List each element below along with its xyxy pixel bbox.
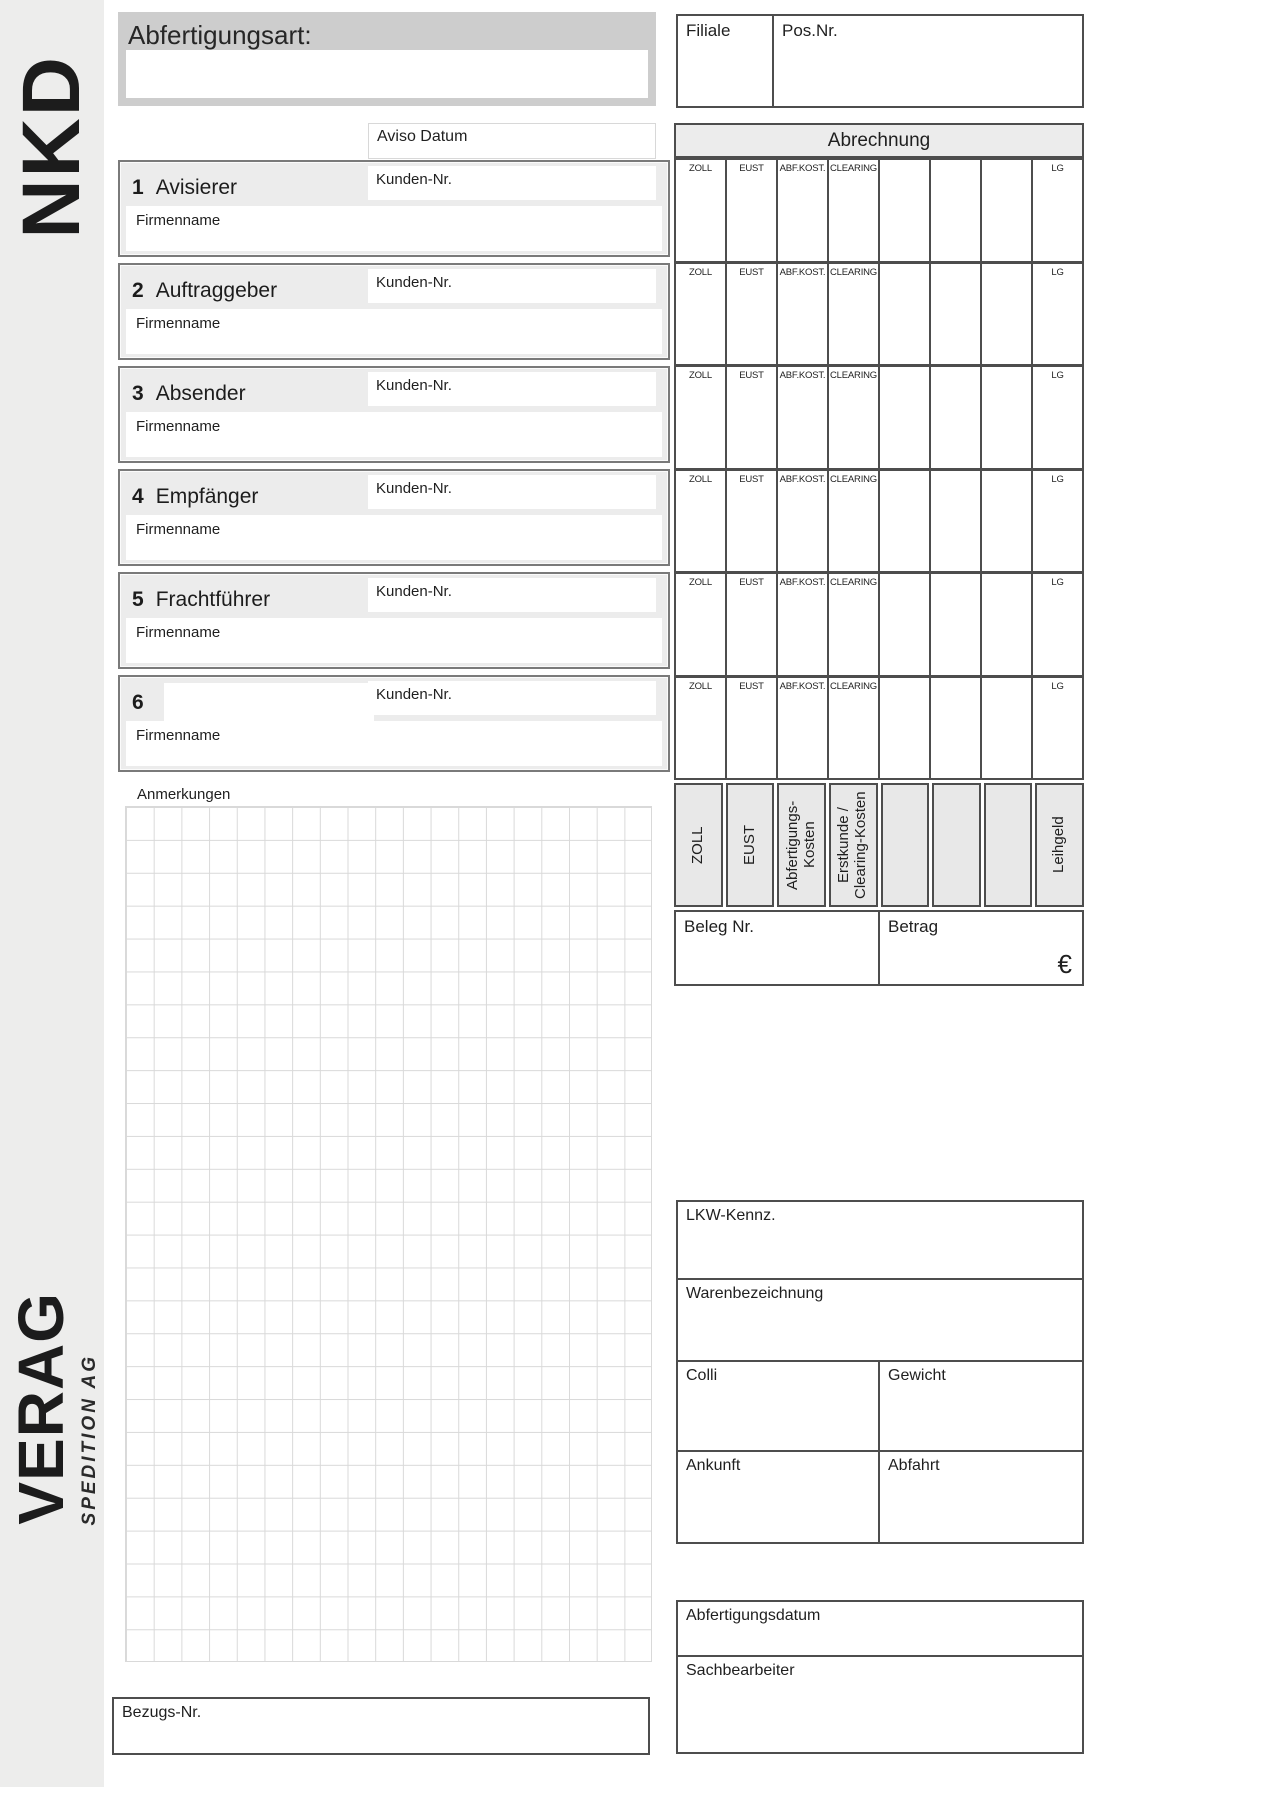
abrechnung-cell[interactable] xyxy=(1033,574,1082,675)
abrechnung-title: Abrechnung xyxy=(674,123,1084,158)
anmerkungen-label: Anmerkungen xyxy=(137,786,231,803)
abrechnung-footer xyxy=(674,783,1084,907)
abrechnung-cell-label xyxy=(880,160,929,163)
abrechnung-cell-label xyxy=(931,264,980,267)
abrechnung-footer-label: Leihgeld xyxy=(1050,816,1068,874)
abrechnung-cell[interactable] xyxy=(778,678,827,779)
abrechnung-cell[interactable] xyxy=(1033,678,1082,779)
abrechnung-footer-column xyxy=(1035,783,1084,907)
nkd-logo xyxy=(0,22,104,272)
section-header xyxy=(132,588,270,612)
section-number: 3 xyxy=(132,382,144,405)
colli-label: Colli xyxy=(686,1367,718,1384)
abrechnung-rows xyxy=(674,158,1084,780)
filiale-label: Filiale xyxy=(686,21,731,40)
abrechnung-cell[interactable] xyxy=(880,160,929,261)
section-absender xyxy=(118,366,670,463)
abrechnung-cell-label: ZOLL xyxy=(689,163,712,174)
beleg-nr-label: Beleg Nr. xyxy=(684,917,754,936)
abrechnung-cell-label: CLEARING xyxy=(830,473,877,485)
filiale-field[interactable] xyxy=(678,16,772,106)
shipment-box xyxy=(676,1200,1084,1544)
abrechnung-cell[interactable] xyxy=(931,678,980,779)
abfertigungsart-label: Abfertigungsart: xyxy=(128,20,312,50)
abrechnung-row xyxy=(676,471,1082,572)
abrechnung-cell-label xyxy=(931,160,980,163)
euro-symbol: € xyxy=(1057,949,1072,979)
firmenname-label: Firmenname xyxy=(136,315,221,332)
lkw-kennz-label: LKW-Kennz. xyxy=(686,1207,776,1224)
abrechnung-cell-label: LG xyxy=(1051,163,1064,174)
sachbearbeiter-label: Sachbearbeiter xyxy=(686,1662,795,1679)
section-number: 1 xyxy=(132,176,144,199)
abrechnung-cell-label xyxy=(931,678,980,681)
abrechnung-cell[interactable] xyxy=(676,160,725,261)
abrechnung-row xyxy=(676,264,1082,365)
kunden-nr-label: Kunden-Nr. xyxy=(376,171,452,188)
kunden-nr-field[interactable] xyxy=(368,475,656,509)
abrechnung-row xyxy=(676,678,1082,779)
abrechnung-cell[interactable] xyxy=(727,471,776,572)
abrechnung-cell-label xyxy=(880,367,929,370)
abfertigungsart-input[interactable] xyxy=(126,50,648,98)
abrechnung-cell[interactable] xyxy=(880,471,929,572)
abrechnung-cell-label xyxy=(931,471,980,474)
kunden-nr-label: Kunden-Nr. xyxy=(376,686,452,703)
section-title: Absender xyxy=(155,382,246,405)
kunden-nr-label: Kunden-Nr. xyxy=(376,480,452,497)
abrechnung-cell[interactable] xyxy=(982,160,1031,261)
abrechnung-cell[interactable] xyxy=(982,574,1031,675)
sachbearbeiter-field[interactable] xyxy=(678,1657,1082,1752)
firmenname-field[interactable] xyxy=(126,309,662,354)
section-avisierer xyxy=(118,160,670,257)
abrechnung-cell[interactable] xyxy=(778,574,827,675)
abrechnung-cell[interactable] xyxy=(1033,264,1082,365)
filiale-posnr-box xyxy=(676,14,1084,108)
abrechnung-cell[interactable] xyxy=(982,367,1031,468)
kunden-nr-label: Kunden-Nr. xyxy=(376,377,452,394)
abrechnung-footer-column xyxy=(984,783,1033,907)
abrechnung-cell[interactable] xyxy=(676,264,725,365)
kunden-nr-field[interactable] xyxy=(368,578,656,612)
abrechnung-row xyxy=(676,160,1082,261)
firmenname-label: Firmenname xyxy=(136,624,221,641)
betrag-field[interactable] xyxy=(880,912,1082,984)
abrechnung-cell-label: ABF.KOST. xyxy=(779,577,826,588)
warenbezeichnung-field[interactable] xyxy=(678,1280,1082,1360)
verag-logo-text: VERAG xyxy=(4,1292,77,1525)
abrechnung-cell-label: ZOLL xyxy=(689,473,712,485)
bezugs-nr-label: Bezugs-Nr. xyxy=(122,1704,202,1721)
abrechnung-footer-label: Erstkunde / Clearing-Kosten xyxy=(835,791,870,899)
firmenname-label: Firmenname xyxy=(136,418,221,435)
nkd-logo-text: NKD xyxy=(6,55,97,239)
abrechnung-cell[interactable] xyxy=(931,264,980,365)
section-number: 6 xyxy=(132,691,144,714)
anmerkungen-grid[interactable] xyxy=(125,806,652,1662)
abrechnung-footer-column xyxy=(777,783,826,907)
abrechnung-cell[interactable] xyxy=(982,678,1031,779)
abrechnung-row xyxy=(676,367,1082,468)
section-number: 2 xyxy=(132,279,144,302)
abrechnung-cell[interactable] xyxy=(829,678,878,779)
abfahrt-field[interactable] xyxy=(880,1452,1082,1542)
abrechnung-cell[interactable] xyxy=(931,160,980,261)
abrechnung-cell-label: EUST xyxy=(739,163,764,174)
abrechnung-footer-column xyxy=(932,783,981,907)
abrechnung-cell[interactable] xyxy=(982,264,1031,365)
firmenname-label: Firmenname xyxy=(136,727,221,744)
aviso-datum-field[interactable] xyxy=(368,123,656,159)
abrechnung-cell[interactable] xyxy=(727,678,776,779)
ankunft-abfahrt-row xyxy=(678,1452,1082,1542)
kunden-nr-label: Kunden-Nr. xyxy=(376,274,452,291)
abrechnung-cell[interactable] xyxy=(727,574,776,675)
abrechnung-cell-label: CLEARING xyxy=(830,577,877,588)
firmenname-field[interactable] xyxy=(126,515,662,560)
abrechnung-cell-label xyxy=(880,264,929,267)
section-number: 5 xyxy=(132,588,144,611)
warenbezeichnung-label: Warenbezeichnung xyxy=(686,1285,824,1302)
processing-box xyxy=(676,1600,1084,1754)
ankunft-label: Ankunft xyxy=(686,1457,741,1474)
abrechnung-cell-label: CLEARING xyxy=(830,163,877,174)
abrechnung-cell[interactable] xyxy=(1033,367,1082,468)
abfertigungsdatum-field[interactable] xyxy=(678,1602,1082,1655)
abrechnung-cell-label: ZOLL xyxy=(689,680,712,692)
abrechnung-cell[interactable] xyxy=(727,264,776,365)
abrechnung-cell-label: LG xyxy=(1051,370,1064,381)
ankunft-field[interactable] xyxy=(678,1452,878,1542)
section-six xyxy=(118,675,670,772)
gewicht-label: Gewicht xyxy=(888,1367,946,1384)
abrechnung-cell-label xyxy=(931,367,980,370)
abrechnung-cell-label: ZOLL xyxy=(689,577,712,588)
firmenname-label: Firmenname xyxy=(136,521,221,538)
betrag-label: Betrag xyxy=(888,917,939,936)
kunden-nr-field[interactable] xyxy=(368,166,656,200)
abrechnung-cell-label xyxy=(982,471,1031,474)
abrechnung-footer-label: ZOLL xyxy=(688,826,706,864)
abrechnung-cell[interactable] xyxy=(676,367,725,468)
section-number: 4 xyxy=(132,485,144,508)
colli-field[interactable] xyxy=(678,1362,878,1450)
abrechnung-cell-label: ABF.KOST. xyxy=(779,266,826,278)
firmenname-field[interactable] xyxy=(126,721,662,766)
abrechnung-cell[interactable] xyxy=(931,471,980,572)
abrechnung-cell-label xyxy=(931,574,980,577)
firmenname-field[interactable] xyxy=(126,618,662,663)
section-empfaenger xyxy=(118,469,670,566)
abrechnung-cell[interactable] xyxy=(982,471,1031,572)
verag-logo-subtext: SPEDITION AG xyxy=(78,1353,100,1525)
abrechnung-cell-label: ABF.KOST. xyxy=(779,680,826,692)
posnr-field[interactable] xyxy=(774,16,1082,106)
abrechnung-cell[interactable] xyxy=(676,678,725,779)
abrechnung-cell[interactable] xyxy=(778,264,827,365)
abrechnung-cell-label xyxy=(880,678,929,681)
abrechnung-cell-label: EUST xyxy=(739,577,764,588)
abrechnung-cell-label: CLEARING xyxy=(830,370,877,381)
abrechnung-footer-column xyxy=(726,783,775,907)
abrechnung-cell-label: ABF.KOST. xyxy=(779,473,826,485)
abrechnung-cell-label xyxy=(982,574,1031,577)
abrechnung-cell[interactable] xyxy=(931,367,980,468)
abrechnung-cell[interactable] xyxy=(727,367,776,468)
abrechnung-cell[interactable] xyxy=(880,678,929,779)
verag-logo xyxy=(0,1200,104,1525)
abrechnung-cell-label xyxy=(982,160,1031,163)
abrechnung-cell-label: ABF.KOST. xyxy=(779,163,826,174)
abrechnung-cell-label: CLEARING xyxy=(830,266,877,278)
abrechnung-cell[interactable] xyxy=(778,160,827,261)
section-header xyxy=(132,279,277,303)
abrechnung-cell-label: EUST xyxy=(739,473,764,485)
abrechnung-cell-label xyxy=(880,574,929,577)
abrechnung-cell-label: LG xyxy=(1051,266,1064,278)
abrechnung-footer-label: EUST xyxy=(740,825,758,866)
section-header xyxy=(132,691,144,715)
beleg-betrag-box xyxy=(674,910,1084,986)
abrechnung-cell-label: ZOLL xyxy=(689,266,712,278)
abrechnung-cell-label: EUST xyxy=(739,266,764,278)
abrechnung-cell[interactable] xyxy=(727,160,776,261)
abrechnung-cell[interactable] xyxy=(931,574,980,675)
abrechnung-cell[interactable] xyxy=(778,471,827,572)
gewicht-field[interactable] xyxy=(880,1362,1082,1450)
kunden-nr-field[interactable] xyxy=(368,269,656,303)
section-header xyxy=(132,485,258,509)
abrechnung-cell-label xyxy=(982,367,1031,370)
abrechnung-cell-label: EUST xyxy=(739,370,764,381)
abrechnung-cell-label: LG xyxy=(1051,680,1064,692)
kunden-nr-field[interactable] xyxy=(368,372,656,406)
section-header xyxy=(132,176,237,200)
abrechnung-cell-label xyxy=(982,678,1031,681)
section-frachtfuehrer xyxy=(118,572,670,669)
abrechnung-cell[interactable] xyxy=(676,471,725,572)
abfertigungsart-block xyxy=(118,12,656,106)
beleg-nr-field[interactable] xyxy=(676,912,878,984)
abrechnung-footer-column xyxy=(881,783,930,907)
abrechnung-cell[interactable] xyxy=(829,471,878,572)
lkw-kennz-field[interactable] xyxy=(678,1202,1082,1278)
abrechnung-cell[interactable] xyxy=(676,574,725,675)
abrechnung-cell-label: LG xyxy=(1051,577,1064,588)
section-title: Avisierer xyxy=(155,176,237,199)
abrechnung-cell[interactable] xyxy=(1033,160,1082,261)
bezugs-nr-field[interactable] xyxy=(112,1697,650,1755)
abrechnung-cell-label: ABF.KOST. xyxy=(779,370,826,381)
abrechnung-cell[interactable] xyxy=(880,264,929,365)
abrechnung-footer-column xyxy=(829,783,878,907)
abrechnung-cell-label xyxy=(880,471,929,474)
colli-gewicht-row xyxy=(678,1362,1082,1450)
abfahrt-label: Abfahrt xyxy=(888,1457,940,1474)
abrechnung-cell-label xyxy=(982,264,1031,267)
firmenname-field[interactable] xyxy=(126,206,662,251)
abrechnung-footer-label: Abfertigungs-Kosten xyxy=(783,800,818,890)
abrechnung-cell[interactable] xyxy=(829,367,878,468)
aviso-datum-label: Aviso Datum xyxy=(377,128,468,145)
abrechnung-cell-label: CLEARING xyxy=(830,680,877,692)
section-title: Empfänger xyxy=(155,485,259,508)
abrechnung-cell[interactable] xyxy=(829,574,878,675)
abrechnung-cell-label: EUST xyxy=(739,680,764,692)
section-six-title-field[interactable] xyxy=(164,683,374,721)
abrechnung-cell[interactable] xyxy=(1033,471,1082,572)
firmenname-label: Firmenname xyxy=(136,212,221,229)
kunden-nr-field[interactable] xyxy=(368,681,656,715)
kunden-nr-label: Kunden-Nr. xyxy=(376,583,452,600)
section-title: Auftraggeber xyxy=(155,279,278,302)
abfertigungsdatum-label: Abfertigungsdatum xyxy=(686,1607,821,1624)
section-auftraggeber xyxy=(118,263,670,360)
abrechnung-footer-column xyxy=(674,783,723,907)
abrechnung-cell-label: ZOLL xyxy=(689,370,712,381)
section-title: Frachtführer xyxy=(155,588,271,611)
firmenname-field[interactable] xyxy=(126,412,662,457)
section-header xyxy=(132,382,246,406)
abrechnung-cell[interactable] xyxy=(829,264,878,365)
abrechnung-cell-label: LG xyxy=(1051,473,1064,485)
abrechnung-cell[interactable] xyxy=(880,574,929,675)
posnr-label: Pos.Nr. xyxy=(782,21,838,40)
abrechnung-cell[interactable] xyxy=(829,160,878,261)
abrechnung-row xyxy=(676,574,1082,675)
abrechnung-cell[interactable] xyxy=(778,367,827,468)
abrechnung-cell[interactable] xyxy=(880,367,929,468)
